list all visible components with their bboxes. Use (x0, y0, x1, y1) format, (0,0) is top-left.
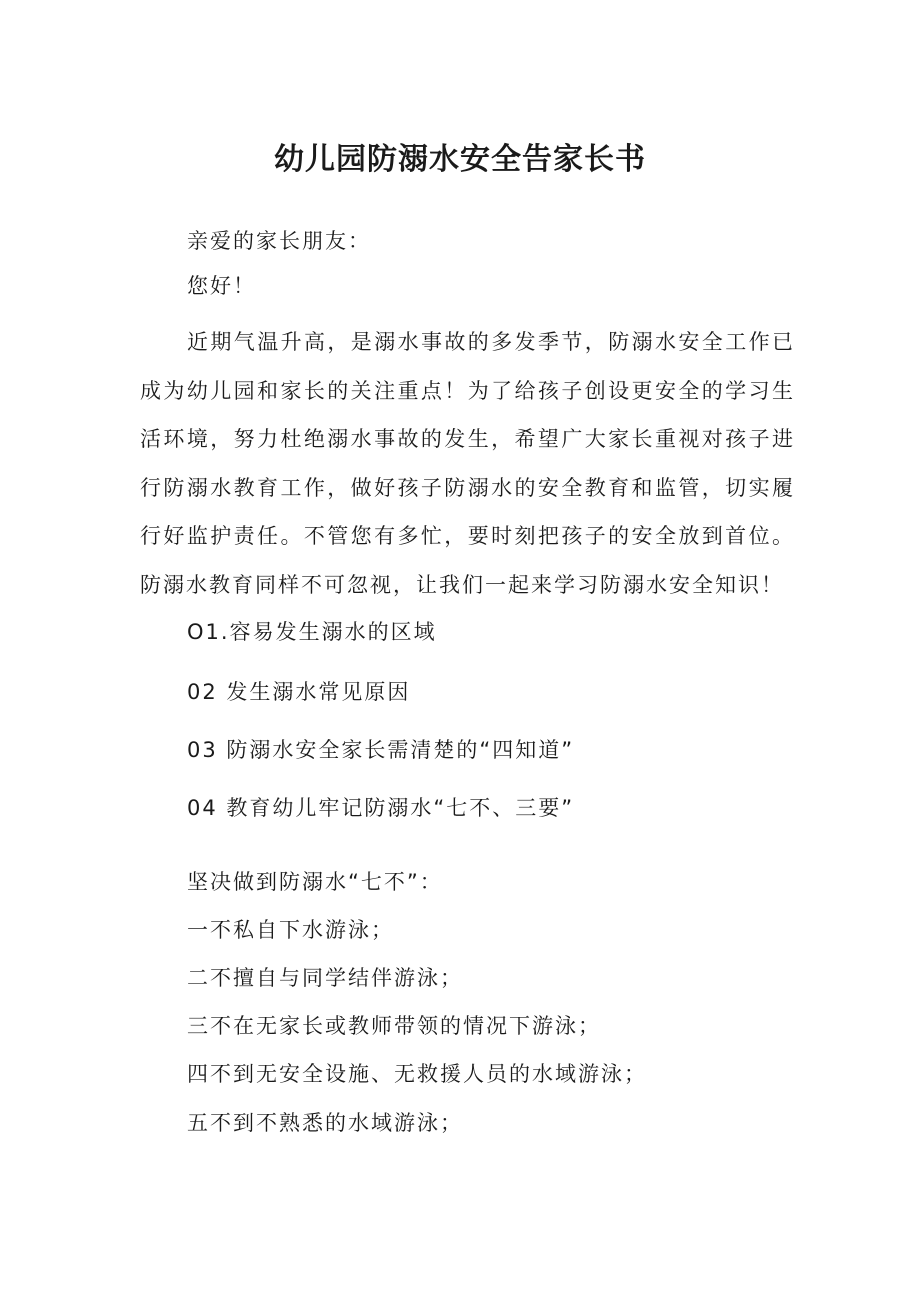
greeting: 您好！ (187, 274, 256, 298)
rule-item: 一不私自下水游泳； (187, 918, 394, 942)
document-title: 幼儿园防溺水安全告家长书 (274, 142, 646, 177)
seven-nots-heading: 坚决做到防溺水“七不”： (187, 870, 443, 894)
rule-item: 二不擅自与同学结伴游泳； (187, 966, 463, 990)
rule-item: 四不到无安全设施、无救援人员的水域游泳； (187, 1062, 647, 1086)
salutation: 亲爱的家长朋友： (187, 229, 371, 253)
section-heading-01: O1.容易发生溺水的区域 (187, 620, 437, 644)
rule-item: 五不到不熟悉的水域游泳； (187, 1111, 463, 1135)
rule-item: 三不在无家长或教师带领的情况下游泳； (187, 1014, 601, 1038)
section-heading-02: 02 发生溺水常见原因 (187, 680, 411, 704)
intro-paragraph: 近期气温升高，是溺水事故的多发季节，防溺水安全工作已成为幼儿园和家长的关注重点！为了给孩子创设更安全的学习生活环境，努力杜绝溺水事故的发生，希望广大家长重视对孩子进行防溺水教育工作，做好孩子防溺水的安全教育和监管，切实履行好监护责任。不管您有多忙，要时刻把孩子的安全放到首位。防溺水教育同样不可忽视，让我们一起来学习防溺水安全知识！ (140, 330, 795, 597)
section-heading-04: 04 教育幼儿牢记防溺水“七不、三要” (187, 796, 575, 820)
section-heading-03: 03 防溺水安全家长需清楚的“四知道” (187, 738, 575, 762)
